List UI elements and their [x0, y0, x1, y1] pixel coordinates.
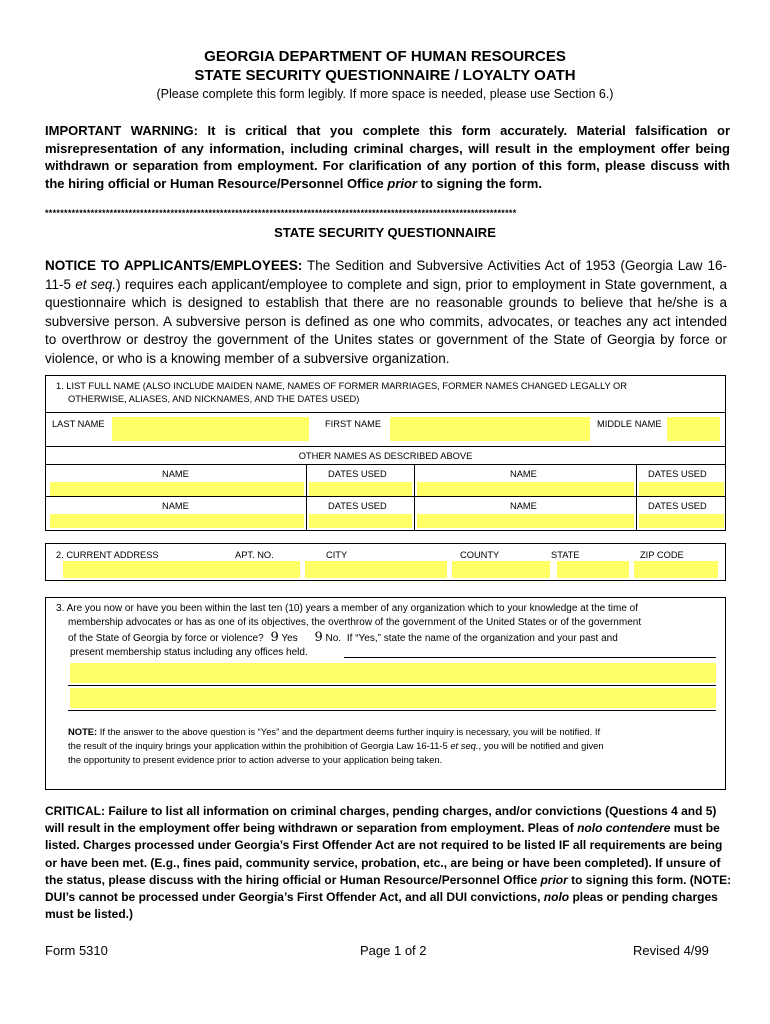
zip-code-label: ZIP CODE	[640, 550, 684, 560]
dates-used-field-2[interactable]	[639, 482, 724, 496]
dates-used-label-1: DATES USED	[328, 469, 387, 479]
other-name-label-3: NAME	[162, 501, 189, 511]
q3-note-line2: the result of the inquiry brings your application within the prohibition of Georgia Law 16-11-5 et seq., you will be notified and given	[68, 740, 604, 751]
current-address-label: 2. CURRENT ADDRESS	[56, 550, 159, 560]
other-name-label-1: NAME	[162, 469, 189, 479]
form-number: Form 5310	[45, 943, 108, 958]
other-name-field-3[interactable]	[50, 514, 304, 528]
q1-instruction-line2: OTHERWISE, ALIASES, AND NICKNAMES, AND THE DATES USED)	[68, 394, 360, 404]
q3-note-line1: NOTE: If the answer to the above question is “Yes” and the department deems further inquiry is necessary, you will be notified. If	[68, 726, 601, 737]
dates-used-field-4[interactable]	[639, 514, 724, 528]
form-title-agency: GEORGIA DEPARTMENT OF HUMAN RESOURCES	[204, 48, 566, 65]
address-field[interactable]	[63, 561, 300, 578]
form-instruction: (Please complete this form legibly. If more space is needed, please use Section 6.)	[156, 87, 614, 101]
county-label: COUNTY	[460, 550, 500, 560]
page-number: Page 1 of 2	[360, 943, 427, 958]
other-name-field-1[interactable]	[50, 482, 304, 496]
critical-paragraph: CRITICAL: Failure to list all information on criminal charges, pending charges, and/or convictions (Questions 4 and 5) will result in the employment offer being withdrawn or separation from employment. Pleas of nolo contendere must be listed. Charges processed under Georgia’s First Offender Act are not required to be listed IF all requirements are being or have been met. (E.g., fines paid, community service, probation, etc., are being or have been completed). If unsure of the status, please discuss with the hiring official or Human Resource/Personnel Office prior to signing this form. (NOTE: DUI’s cannot be processed under Georgia’s First Offender Act, and all DUI convictions, nolo pleas or pending charges must be listed.)	[45, 804, 732, 922]
important-warning: IMPORTANT WARNING: It is critical that you complete this form accurately. Material falsification or misrepresentation of any information, including criminal charges, will result in the employment offer being withdrawn or separation from employment. For clarification of any portion of this form, please discuss with the hiring official or Human Resource/Personnel Office prior to signing the form.	[45, 123, 730, 191]
first-name-field[interactable]	[390, 417, 590, 441]
dates-used-label-2: DATES USED	[648, 469, 707, 479]
organization-field-2[interactable]	[70, 688, 716, 708]
county-field[interactable]	[452, 561, 550, 578]
dates-used-field-3[interactable]	[309, 514, 412, 528]
other-names-label: OTHER NAMES AS DESCRIBED ABOVE	[298, 451, 473, 461]
yes-checkbox[interactable]: 9	[270, 630, 279, 645]
q3-line4: present membership status including any offices held.	[70, 647, 308, 658]
other-name-field-4[interactable]	[417, 514, 634, 528]
first-name-label: FIRST NAME	[325, 419, 382, 429]
state-field[interactable]	[557, 561, 629, 578]
dates-used-field-1[interactable]	[309, 482, 412, 496]
middle-name-label: MIDDLE NAME	[597, 419, 662, 429]
dates-used-label-3: DATES USED	[328, 501, 387, 511]
notice-paragraph: NOTICE TO APPLICANTS/EMPLOYEES: The Sedition and Subversive Activities Act of 1953 (Georgia Law 16-11-5 et seq.) requires each applicant/employee to complete and sign, prior to employment in State government, a questionnaire which is designed to establish that there are no reasonable grounds to believe that he/she is a subversive person. A subversive person is defined as one who commits, advocates, or teaches any act intended to overthrow or destroy the government of the Unites states or government of the State of Georgia by force or violence, or who is a knowing member of a subversive organization.	[45, 258, 727, 366]
q3-line1: 3. Are you now or have you been within the last ten (10) years a member of any organization which to your knowledge at the time of	[56, 603, 638, 614]
section-title: STATE SECURITY QUESTIONNAIRE	[274, 225, 496, 240]
other-name-label-4: NAME	[510, 501, 537, 511]
organization-field-1[interactable]	[70, 663, 716, 683]
state-label: STATE	[551, 550, 580, 560]
last-name-field[interactable]	[112, 417, 309, 441]
middle-name-field[interactable]	[667, 417, 720, 441]
city-label: CITY	[326, 550, 348, 560]
last-name-label: LAST NAME	[52, 419, 105, 429]
divider-stars: ****************************************************************************************************************************	[45, 208, 517, 218]
no-checkbox[interactable]: 9	[314, 630, 323, 645]
apt-no-label: APT. NO.	[235, 550, 274, 560]
dates-used-label-4: DATES USED	[648, 501, 707, 511]
other-name-label-2: NAME	[510, 469, 537, 479]
city-field[interactable]	[305, 561, 447, 578]
form-title: STATE SECURITY QUESTIONNAIRE / LOYALTY OATH	[194, 67, 576, 84]
q3-line2: membership advocates or has as one of its objectives, the overthrow of the government of the United States or of the government	[68, 617, 642, 628]
revision-date: Revised 4/99	[633, 943, 709, 958]
other-name-field-2[interactable]	[417, 482, 634, 496]
q3-note-line3: the opportunity to present evidence prior to action adverse to your application being taken.	[68, 754, 443, 765]
q3-line3: of the State of Georgia by force or violence? 9 Yes 9 No. If “Yes,” state the name of the organization and your past and	[68, 630, 618, 645]
zip-code-field[interactable]	[634, 561, 718, 578]
q1-instruction-line1: 1. LIST FULL NAME (ALSO INCLUDE MAIDEN NAME, NAMES OF FORMER MARRIAGES, FORMER NAMES CHANGED LEGALLY OR	[56, 381, 627, 391]
